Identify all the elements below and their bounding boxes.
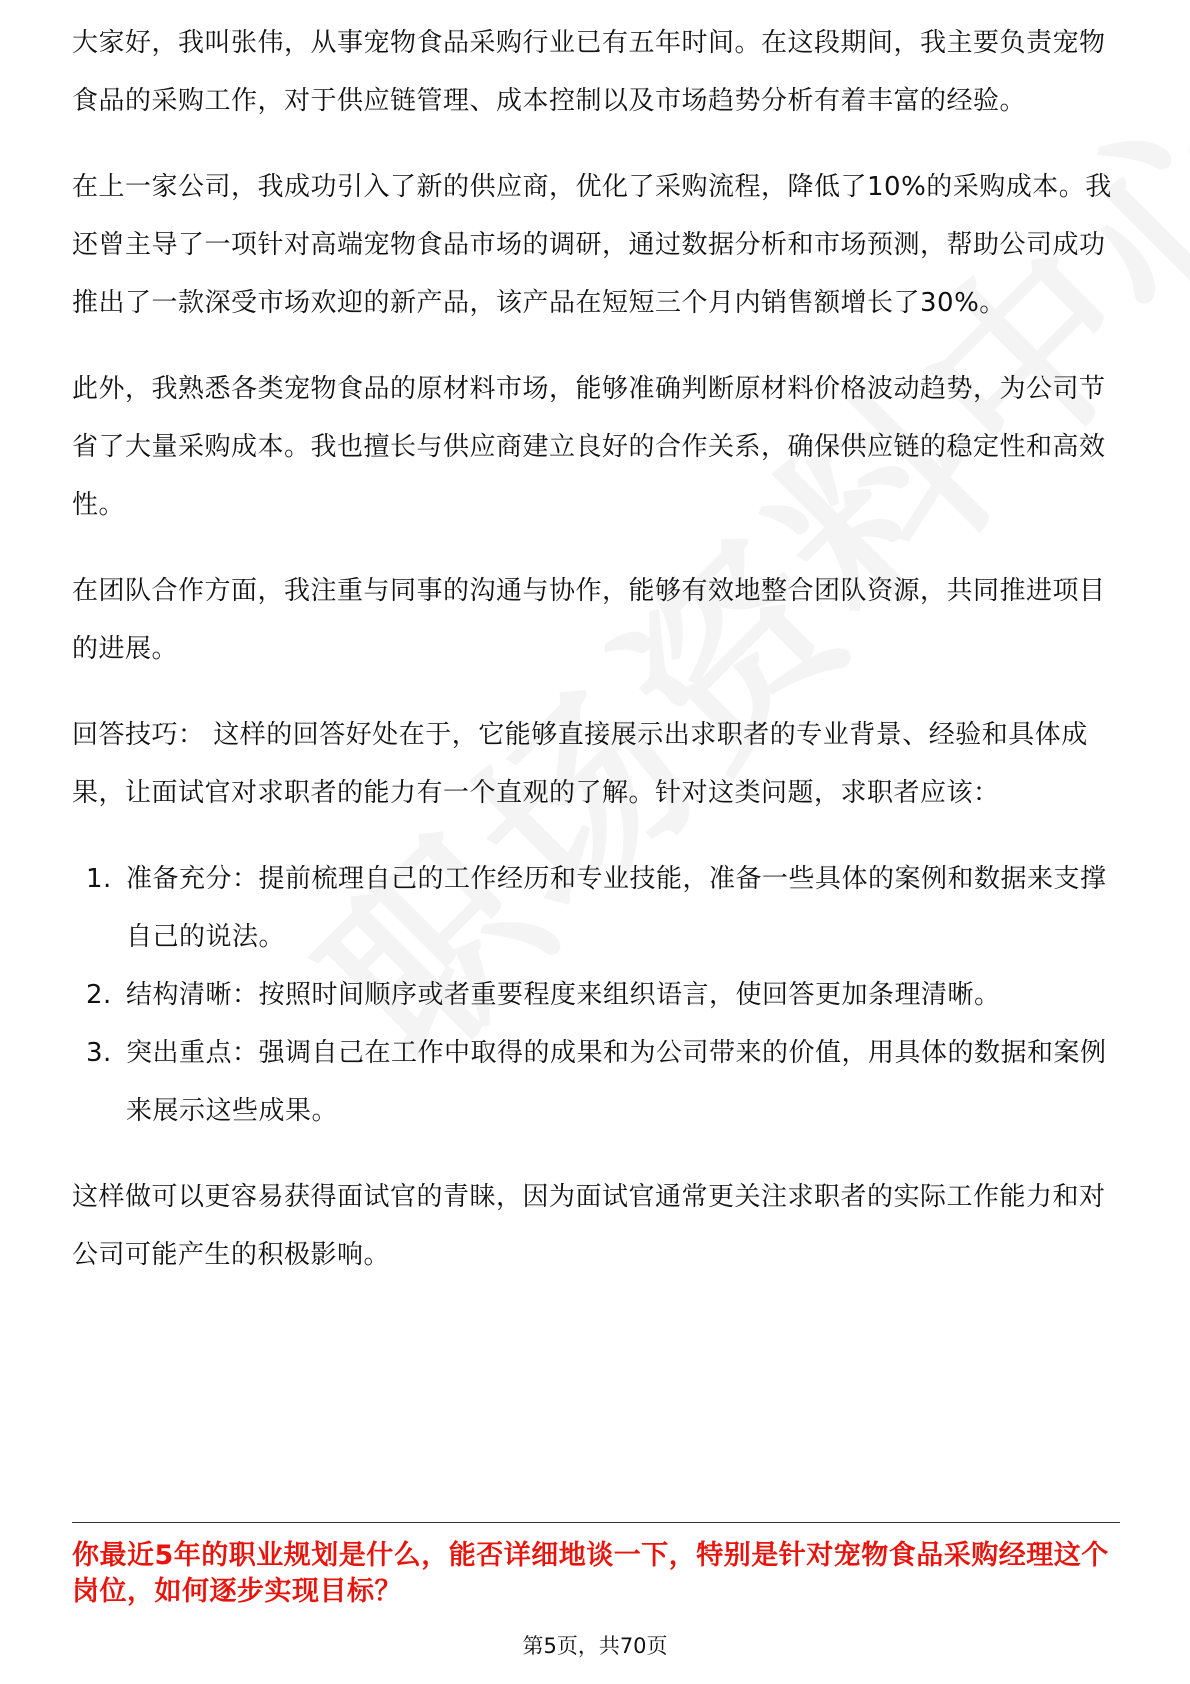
section-divider (72, 1522, 1120, 1523)
answer-tips-paragraph: 回答技巧： 这样的回答好处在于，它能够直接展示出求职者的专业背景、经验和具体成果，让面试官对求职者的能力有一个直观的了解。针对这类问题，求职者应该： (72, 720, 1088, 808)
list-item-number: 2. (86, 980, 112, 1010)
page-number: 第5页，共70页 (522, 1634, 668, 1658)
answer-content (72, 22, 1120, 1312)
tips-list (72, 850, 1120, 1140)
next-question-heading: 你最近5年的职业规划是什么，能否详细地谈一下，特别是针对宠物食品采购经理这个岗位，如何逐步实现目标？ (72, 1540, 1109, 1607)
list-item (72, 966, 1120, 1024)
list-item-number: 1. (86, 864, 112, 894)
skills-paragraph: 此外，我熟悉各类宠物食品的原材料市场，能够准确判断原材料价格波动趋势，为公司节省了大量采购成本。我也擅长与供应商建立良好的合作关系，确保供应链的稳定性和高效性。 (72, 374, 1106, 520)
conclusion-paragraph: 这样做可以更容易获得面试官的青睐，因为面试官通常更关注求职者的实际工作能力和对公司可能产生的积极影响。 (72, 1182, 1106, 1270)
list-item-number: 3. (86, 1038, 112, 1068)
list-item (72, 1024, 1120, 1140)
list-item-text: 准备充分：提前梳理自己的工作经历和专业技能，准备一些具体的案例和数据来支撑自己的说法。 (126, 864, 1107, 952)
list-item-text: 突出重点：强调自己在工作中取得的成果和为公司带来的价值，用具体的数据和案例来展示这些成果。 (126, 1038, 1107, 1126)
achievement-paragraph: 在上一家公司，我成功引入了新的供应商，优化了采购流程，降低了10%的采购成本。我还曾主导了一项针对高端宠物食品市场的调研，通过数据分析和市场预测，帮助公司成功推出了一款深受市场欢迎的新产品，该产品在短短三个月内销售额增长了30%。 (72, 172, 1112, 318)
list-item (72, 850, 1120, 966)
intro-paragraph: 大家好，我叫张伟，从事宠物食品采购行业已有五年时间。在这段期间，我主要负责宠物食品的采购工作，对于供应链管理、成本控制以及市场趋势分析有着丰富的经验。 (72, 28, 1106, 116)
list-item-text: 结构清晰：按照时间顺序或者重要程度来组织语言，使回答更加条理清晰。 (126, 980, 1001, 1010)
teamwork-paragraph: 在团队合作方面，我注重与同事的沟通与协作，能够有效地整合团队资源，共同推进项目的进展。 (72, 576, 1106, 664)
